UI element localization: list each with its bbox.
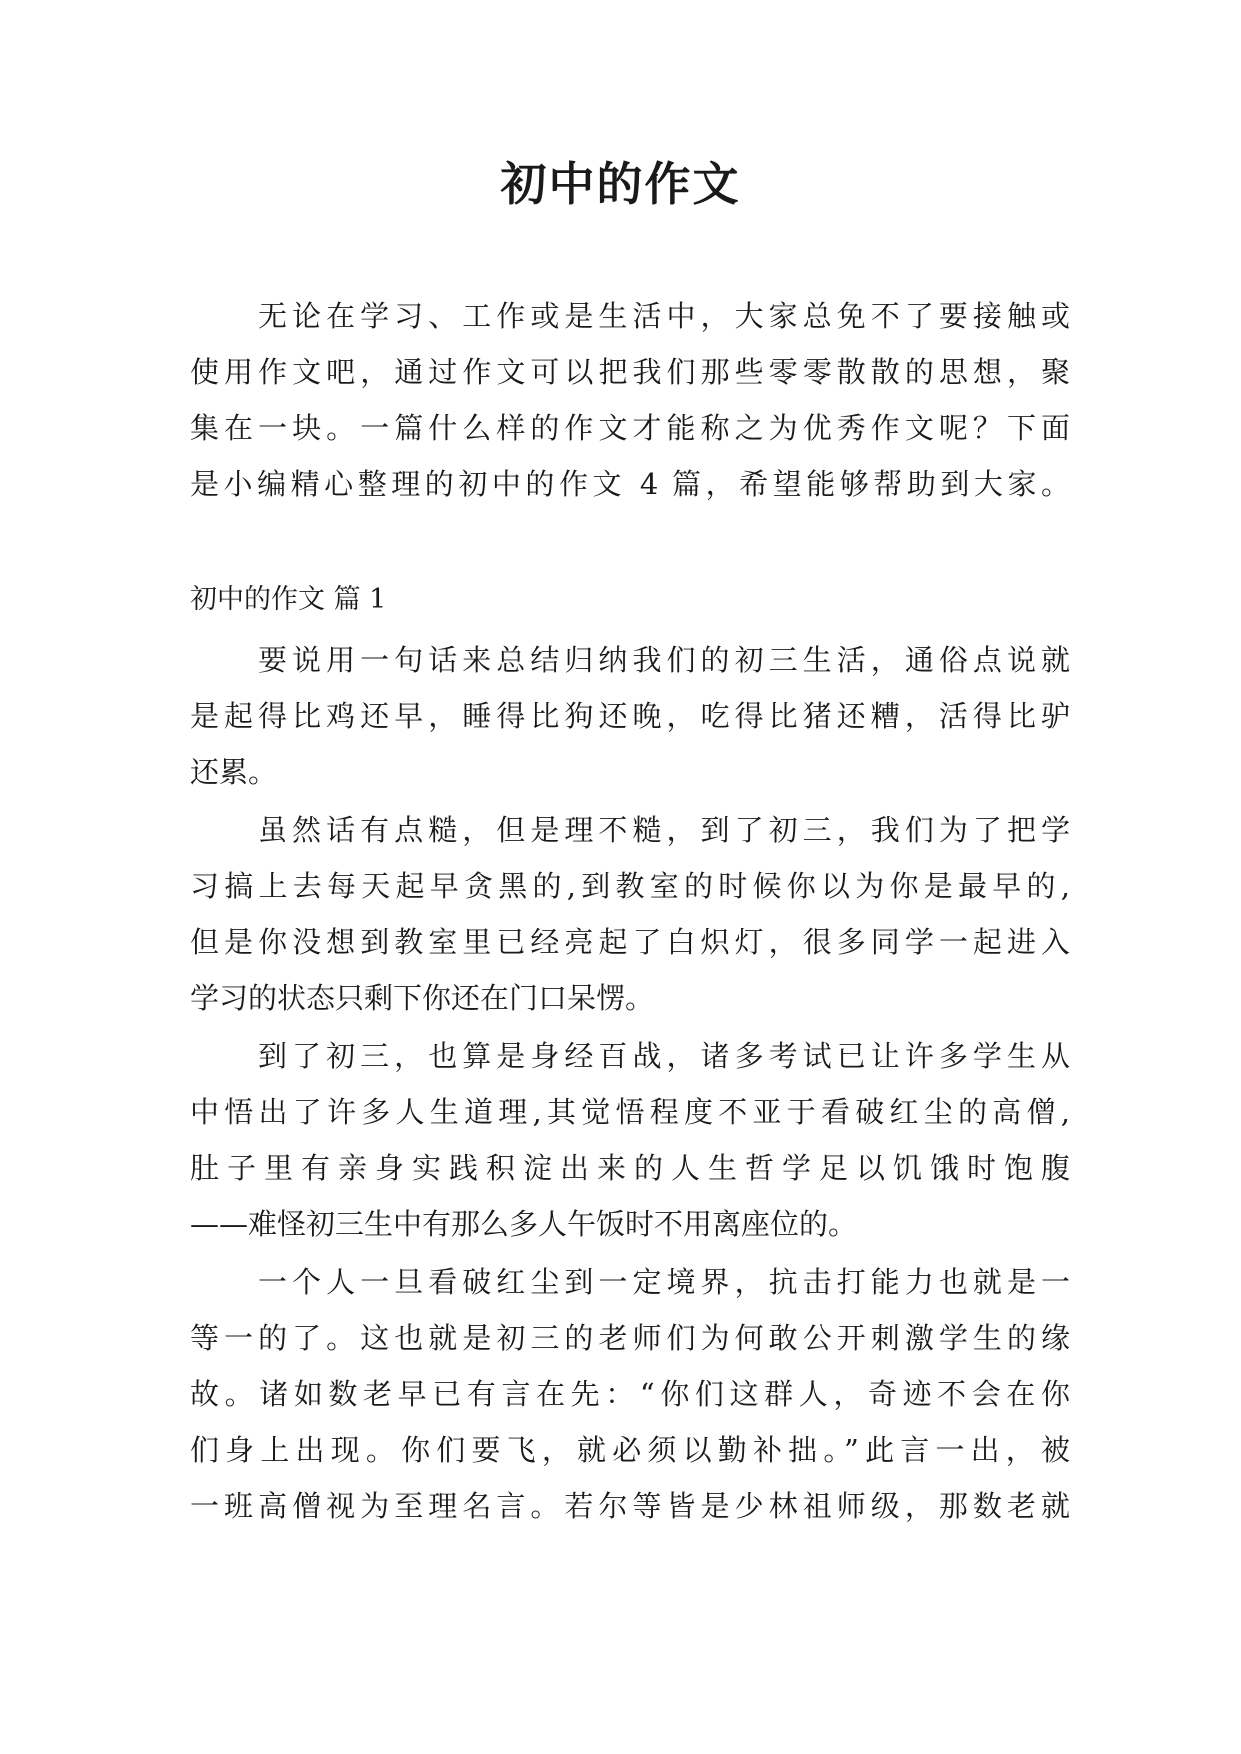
paragraph-line: 中悟出了许多人生道理,其觉悟程度不亚于看破红尘的高僧,: [190, 1095, 1070, 1129]
paragraph-line: 虽然话有点糙，但是理不糙，到了初三，我们为了把学: [258, 813, 1070, 847]
paragraph-line: 还累。: [190, 755, 278, 789]
intro-line: 无论在学习、工作或是生活中，大家总免不了要接触或: [258, 299, 1070, 333]
intro-line: 集在一块。一篇什么样的作文才能称之为优秀作文呢？下面: [190, 411, 1070, 445]
paragraph-line: 故。诸如数老早已有言在先：“你们这群人，奇迹不会在你: [190, 1377, 1070, 1411]
paragraph-line: 习搞上去每天起早贪黑的,到教室的时候你以为你是最早的,: [190, 869, 1070, 903]
paragraph-line: 要说用一句话来总结归纳我们的初三生活，通俗点说就: [258, 643, 1070, 677]
paragraph-line: 学习的状态只剩下你还在门口呆愣。: [190, 981, 655, 1015]
paragraph-line: 是起得比鸡还早，睡得比狗还晚，吃得比猪还糟，活得比驴: [190, 699, 1070, 733]
paragraph-line: 们身上出现。你们要飞，就必须以勤补拙。”此言一出，被: [190, 1433, 1070, 1467]
intro-line: 使用作文吧，通过作文可以把我们那些零零散散的思想，聚: [190, 355, 1070, 389]
paragraph-line: 一个人一旦看破红尘到一定境界，抗击打能力也就是一: [258, 1265, 1070, 1299]
document-title: 初中的作文: [500, 157, 741, 211]
intro-line: 是小编精心整理的初中的作文 4 篇，希望能够帮助到大家。: [190, 467, 1070, 501]
paragraph-line: 但是你没想到教室里已经亮起了白炽灯，很多同学一起进入: [190, 925, 1070, 959]
paragraph-line: ——难怪初三生中有那么多人午饭时不用离座位的。: [190, 1207, 858, 1241]
section-heading: 初中的作文 篇 1: [190, 584, 387, 615]
paragraph-line: 一班高僧视为至理名言。若尔等皆是少林祖师级，那数老就: [190, 1489, 1070, 1523]
paragraph-line: 肚子里有亲身实践积淀出来的人生哲学足以饥饿时饱腹: [190, 1151, 1070, 1185]
paragraph-line: 等一的了。这也就是初三的老师们为何敢公开刺激学生的缘: [190, 1321, 1070, 1355]
paragraph-line: 到了初三，也算是身经百战，诸多考试已让许多学生从: [258, 1039, 1070, 1073]
